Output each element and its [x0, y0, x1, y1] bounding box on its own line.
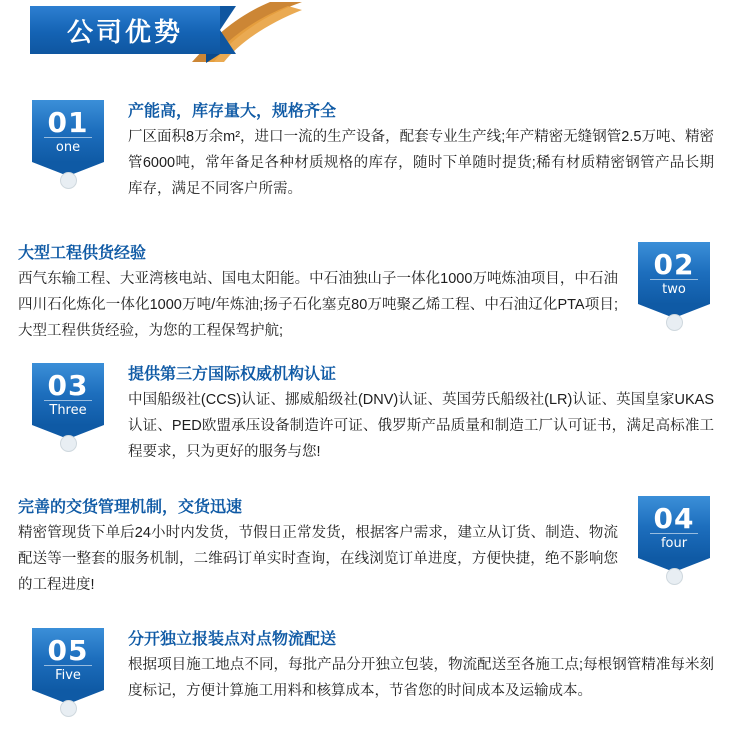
badge-dot [666, 314, 683, 331]
section-title-5: 分开独立报装点对点物流配送 [128, 631, 337, 648]
badge-03 [32, 363, 104, 443]
badge-number: 03 [47, 369, 89, 402]
page-header [0, 0, 746, 62]
ribbon-tail-decoration [220, 6, 236, 54]
section-title-4: 完善的交货管理机制，交货迅速 [18, 499, 243, 516]
badge-number: 02 [653, 248, 695, 281]
badge-05 [32, 628, 104, 708]
section-title-1: 产能高，库存量大，规格齐全 [128, 103, 337, 120]
badge-01 [32, 100, 104, 180]
section-body-1: 厂区面积8万余m²，进口一流的生产设备，配套专业生产线;年产精密无缝钢管2.5万吨、精密管6000吨，常年备足各种材质规格的库存，随时下单随时提货;稀有材质精密钢管产品长期库存，满足不同客户所需。 [128, 129, 714, 197]
badge-dot [666, 568, 683, 585]
section-title-3: 提供第三方国际权威机构认证 [128, 366, 337, 383]
badge-word: Five [55, 668, 81, 683]
badge-word: Three [49, 403, 87, 418]
badge-number: 01 [47, 106, 89, 139]
badge-dot [60, 700, 77, 717]
badge-02 [638, 242, 710, 322]
badge-number: 04 [653, 502, 695, 535]
badge-number: 05 [47, 634, 89, 667]
badge-word: one [55, 140, 81, 155]
section-body-5: 根据项目施工地点不同，每批产品分开独立包装，物流配送至各施工点;每根钢管精准每米刻度标记，方便计算施工用料和核算成本，节省您的时间成本及运输成本。 [128, 657, 714, 699]
header-ribbon [30, 6, 220, 54]
section-body-3: 中国船级社(CCS)认证、挪威船级社(DNV)认证、英国劳氏船级社(LR)认证、英国皇家UKAS认证、PED欧盟承压设备制造许可证、俄罗斯产品质量和制造工厂认可证书，满足高标准工程要求，只为更好的服务与您! [128, 392, 714, 460]
ribbon-fold-decoration [206, 54, 220, 63]
section-title-2: 大型工程供货经验 [18, 245, 147, 262]
section-body-4: 精密管现货下单后24小时内发货，节假日正常发货，根据客户需求，建立从订货、制造、物流配送等一整套的服务机制，二维码订单实时查询，在线浏览订单进度，方便快捷，绝不影响您的工程进度! [18, 525, 618, 593]
page-title: 公司优势 [66, 16, 183, 47]
badge-word: four [660, 536, 688, 551]
section-body-2: 西气东输工程、大亚湾核电站、国电太阳能。中石油独山子一体化1000万吨炼油项目，中石油四川石化炼化一体化1000万吨/年炼油;扬子石化塞克80万吨聚乙烯工程、中石油辽化PTA项目;大型工程供货经验，为您的工程保驾护航; [18, 271, 618, 339]
badge-dot [60, 172, 77, 189]
badge-dot [60, 435, 77, 452]
badge-04 [638, 496, 710, 576]
badge-word: two [662, 282, 686, 297]
